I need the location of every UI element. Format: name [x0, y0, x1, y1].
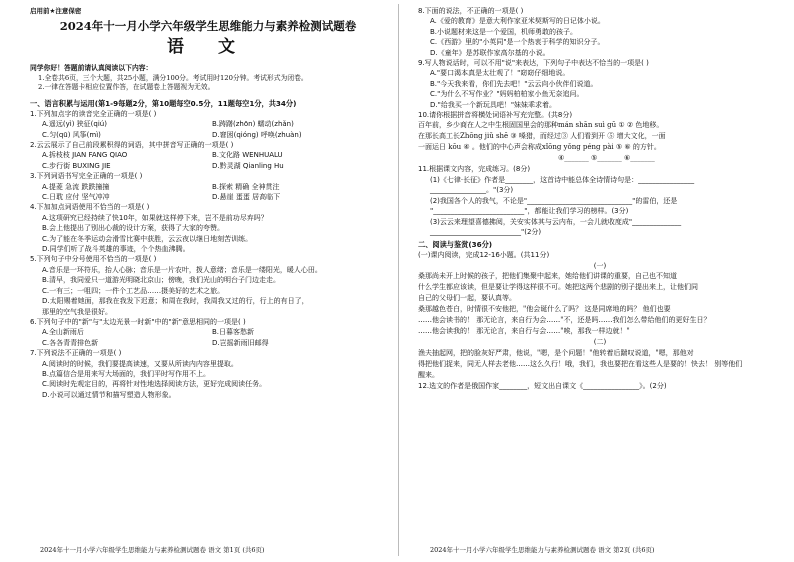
option: A.拆枝枝 JIAN FANG QIAO: [42, 151, 128, 160]
option: C.各各青青排色新: [42, 338, 99, 347]
question-stem: 5.下列句子中分号使用不恰当的一项是( ): [30, 255, 157, 264]
option: A.全山新雨后: [42, 328, 84, 337]
passage-line: 桑那越色苍白，时情很不安他把，"他会诞什么了吗？ 这是同席地的吗？ 他们也要: [418, 305, 671, 314]
fill-line[interactable]: (2)我国各个人的我气，不论是"______________________________"的雷伯，还是: [430, 196, 678, 205]
subject-title: 语 文: [167, 37, 249, 57]
passage-line: 什么学生都应该读，但是要让学得这样很不可。她把这两个悲剧的别子提出来上，让他们同: [418, 283, 698, 292]
question-stem: 10.请你根据拼音将横处词语补写充完整。(共8分): [418, 111, 573, 120]
question-stem: 3.下列词语书写完全正确的一项是( ): [30, 172, 143, 181]
option: C.步行街 BUXING JIE: [42, 161, 111, 170]
passage-line: ……他会读书的！ 那无论言，来自行为会……"不，还是吗……我们怎么带给他们的更好生日？: [418, 316, 711, 325]
passage-line: 自己的父母们一起，要认真等。: [418, 294, 516, 303]
passage-line: 醒来。: [418, 370, 439, 379]
option: A.阅读时的时候，我们要提高读速，又要从所读内内容里提取。: [42, 359, 238, 368]
passage-line: 百年前，乡少商在人之中生根固国里会的那种mán shān suì gū ① ② 色地移。: [418, 121, 664, 130]
option: D.太阳赐着她面，那我在我发下迟意；和周在我时，我周我又过的行，行上的有日了，: [42, 297, 309, 306]
sub-section-1-title: (一)课内阅读，完成12-16小题。(共11分): [418, 251, 550, 260]
part-1-label: (一): [593, 261, 607, 270]
option: A.遥远(yì) 狭征(qiú): [42, 120, 107, 129]
notice-1: 1.全卷共6页，三个大题，共25小题，满分100分。考试用时120分钟。考试形式为闭卷。: [38, 73, 308, 82]
option: C.阅读时先观定目的，再将针对性地选择阅读方法，更好完成阅读任务。: [42, 380, 267, 389]
option: B.探索 精确 全神贯注: [212, 182, 280, 191]
option: A."要口渴本真是太壮观了！"窈窈仔细地说。: [430, 69, 570, 78]
question-4: [30, 202, 386, 254]
notice-2: 2.一律在答题卡相应位置作答，在试题卷上答题视为无效。: [38, 83, 215, 92]
option: D.岂摇新雨旧邮得: [212, 338, 269, 347]
greeting: 同学你好！答题前请认真阅读以下内容：: [30, 64, 153, 72]
passage-line: ……他会读我的！ 那无论言，来自行与会……"唉，那我一样边就！": [418, 327, 630, 336]
option: D."给我买一个新玩具吧！"妹妹乖求着。: [430, 100, 557, 109]
option: B.日暮客愁新: [212, 328, 255, 337]
page-footer: 2024年十一月小学六年级学生思维能力与素养检测试题卷 语文 第1页 (共6页): [40, 546, 265, 554]
question-3: [30, 171, 386, 202]
option: C.匀(qū) 风筝(mì): [42, 130, 101, 139]
question-12[interactable]: 12.选文的作者是俄国作家________，短文出自课文《________________》。(2分): [418, 381, 667, 390]
option: D.悬崖 蛋蛋 居高临下: [212, 193, 281, 202]
question-stem: 1.下列加点字的读音完全正确的一项是( ): [30, 109, 157, 118]
passage-line: 在那长高工长Zhōng jiǔ shē ③ 嗓猎，而经过③ 人们看到开 ⑤ 增大文化，一面: [418, 132, 666, 141]
reading-passage-2: [418, 348, 782, 381]
fill-line[interactable]: "__________________________"，都能让我们学习的榜样。(3分): [430, 207, 629, 216]
question-stem: 8.下面的说法，不正确的一项是( ): [418, 7, 524, 15]
page-footer: 2024年十一月小学六年级学生思维能力与素养检测试题卷 语文 第2页 (共6页): [430, 546, 655, 554]
question-stem: 2.云云展示了自己前段累积得的词语，其中拼音写正确的一项是( ): [30, 141, 234, 149]
reading-passage-1: [418, 271, 782, 337]
option: 那里的空气我是很好。: [42, 307, 112, 316]
option: C.《西游》里的"小英同"是一个热衷于科学的知识分子。: [430, 38, 605, 47]
option: A.提菱 急流 跌跌撞撞: [42, 182, 110, 191]
option: C.一有三；一咀四；一件个工艺品……摄美好的艺术之旅。: [42, 286, 225, 295]
option: C.日耽 应付 坚气冲冲: [42, 193, 110, 202]
question-11: [418, 164, 782, 237]
option: C.为了能在冬季运动会滑雪比赛中获胜，云云夜以继日地刻苦训练。: [42, 234, 253, 243]
blank-line[interactable]: ④_______ ⑤_______ ⑥_______: [558, 154, 655, 163]
fill-line[interactable]: (3)云云来理望喜德拂阅，关安实体其与云内布，一会儿就收度成"______________: [430, 217, 682, 226]
question-stem: 4.下加加点词语使用不恰当的一项是( ): [30, 203, 150, 212]
exam-title: 2024年十一月小学六年级学生思维能力与素养检测试题卷: [59, 19, 357, 33]
exam-page-2: [400, 0, 794, 562]
option: B.清早，我同爱只一道游光明晓北京山；傍晚，我们光山的明台子门边走走。: [42, 276, 281, 285]
secret-label: 启用前★注意保密: [30, 7, 82, 15]
fill-line[interactable]: ________________。"(3分): [430, 186, 514, 195]
passage-line: 得把他们捉来，同无人样去老他……这么久行！哦，我们，我也要把在看这些人是要的！快去！ 别等他们: [418, 359, 743, 368]
option: A.音乐是一环符乐，抬人心脉；音乐是一片农叶，拨人意绪；音乐是一缕阳光，暖人心田。: [42, 265, 322, 274]
question-10: [418, 110, 782, 164]
question-5: [30, 254, 386, 316]
question-7: [30, 348, 386, 400]
question-stem: 6.下列句子中的"新"与"太边光景一时新"中的"新"意思相同的一项是( ): [30, 317, 246, 326]
option: B.小说题材来这是一个爱国，机师勇敢的孩子。: [430, 27, 578, 36]
fill-line[interactable]: __________________________"(2分): [430, 227, 542, 236]
question-6: [30, 317, 386, 348]
option: B.点篇信合是用来写大场面的，我们平时写作用不上。: [42, 369, 211, 378]
passage-line: 一面运日 kōu ④ 。他们的中心声会称成xǐōng yǒng péng pài ⑤ ⑥ 的方针。: [418, 143, 661, 152]
question-stem: 9.写人物说话时，可以不用"说"来表达，下列句子中表达不恰当的一项是( ): [418, 59, 649, 68]
fill-line[interactable]: (1)《七律·长征》作者是________，这首诗中能总体全诗情诗句是：________________: [430, 175, 695, 184]
option: D.窘困(qióng) 呼唤(zhuàn): [212, 130, 302, 139]
section-1-title: 一、语言积累与运用(第1-9每题2分，第10题每空0.5分，11题每空1分，共34分): [30, 98, 297, 108]
question-1: [30, 109, 386, 140]
question-9: [418, 58, 782, 110]
option: C."为什么不写作业？"妈妈柏柏家小鱼无奈追问。: [430, 90, 584, 99]
question-stem: 7.下列说法不正确的一项是( ): [30, 349, 122, 358]
option: B.踌躇(zhōn) 蠕动(zhǎn): [212, 120, 294, 129]
question-2: [30, 140, 386, 171]
question-stem: 11.根据课文内容，完成练习。(8分): [418, 165, 531, 174]
part-2-label: (二): [593, 338, 607, 347]
section-2-title: 二、阅读与鉴赏(36分): [418, 240, 493, 250]
option: B."今天我来看，你们先去吧！"云云向小伙伴们说道。: [430, 79, 598, 88]
passage-line: 渔夫抽起网，把的脸灰好严肃，他说，"嗯，是个问题！"他转着后踹叹说道，"嗯，那他对: [418, 348, 694, 357]
option: D.黔灵湖 Qianling Hu: [212, 161, 284, 170]
passage-line: 桑那尚未开上时候的孩子，把他们集聚中起来，她给他们讲课的重要，自己也不知道: [418, 272, 677, 281]
option: D.同学们听了战斗英雄的事迹，个个热血沸腾。: [42, 245, 190, 254]
question-8: [418, 6, 782, 58]
option: B.会上他提出了别出心裁的设计方案，获得了大家的夸赞。: [42, 224, 225, 233]
option: D.《童年》是苏联作家高尔基的小说。: [430, 48, 550, 57]
option: D.小说可以通过情节和描写塑造人物形象。: [42, 390, 176, 399]
option: B.文化路 WENHUALU: [212, 151, 283, 160]
option: A.这项研究已经持续了快10年，如果就这样停下来，岂不是前功尽弃吗？: [42, 213, 268, 222]
option: A.《爱的教育》是意大利作家亚米契斯写的日记体小说。: [430, 17, 605, 26]
